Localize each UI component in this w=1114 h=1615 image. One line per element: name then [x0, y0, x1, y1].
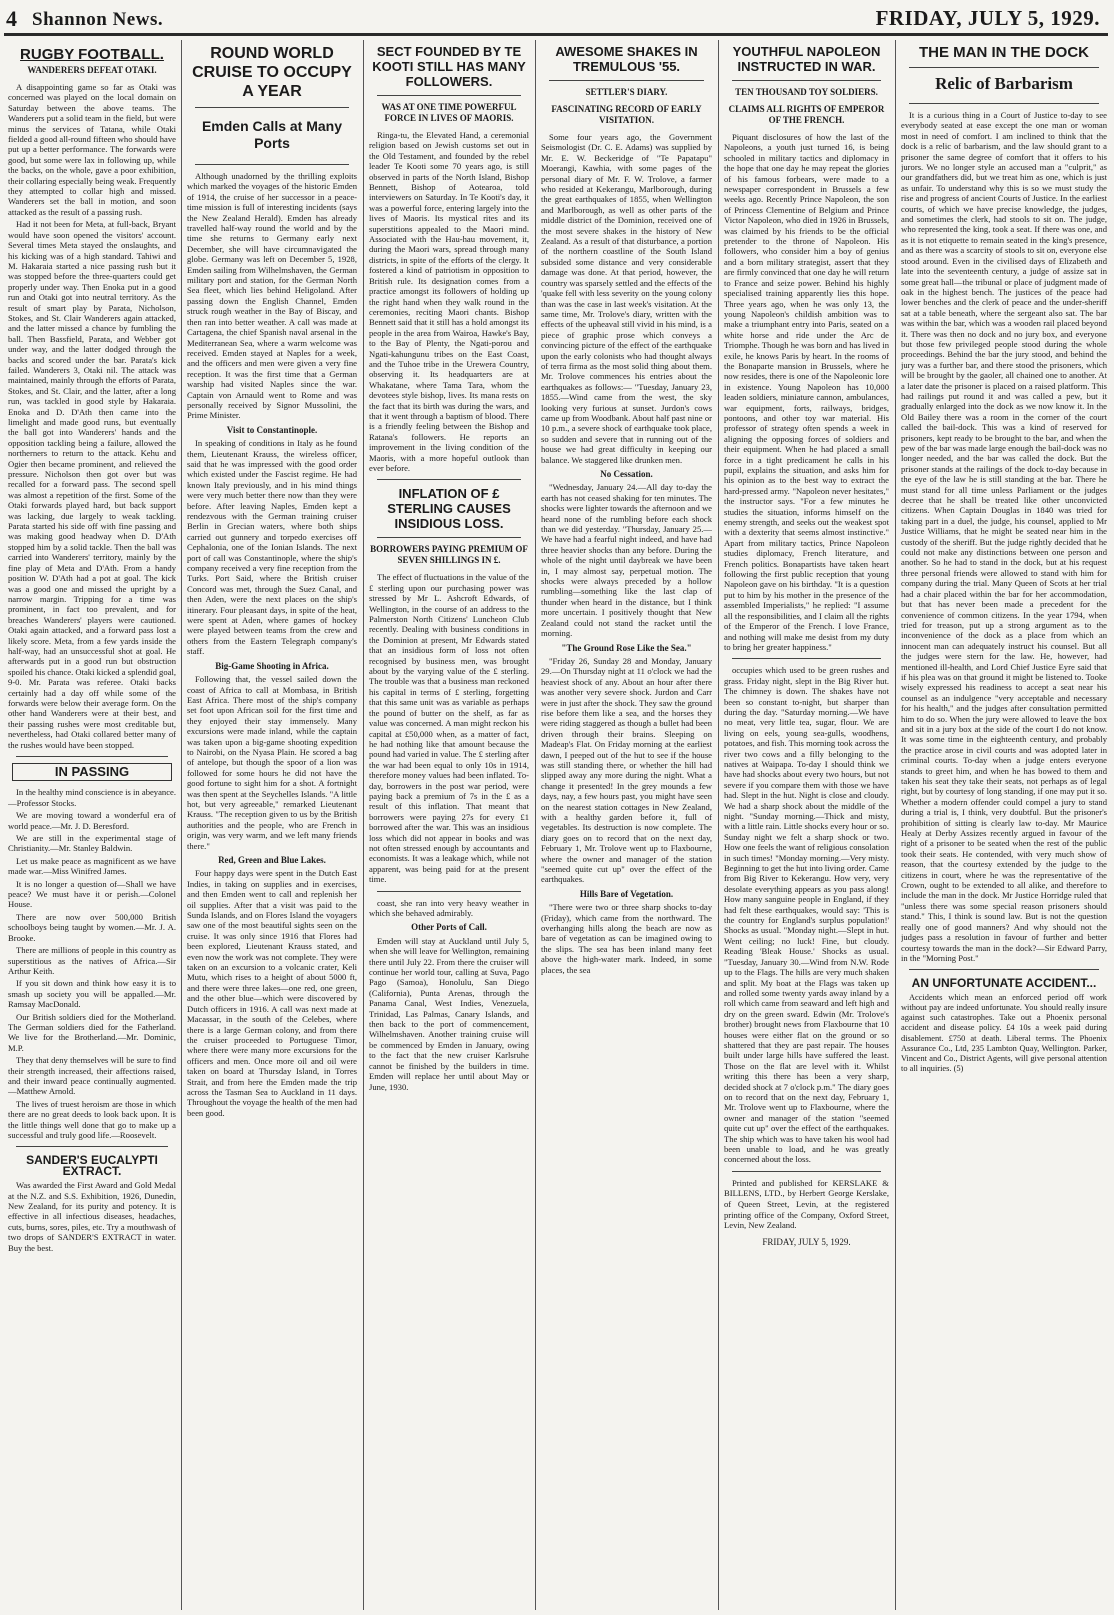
inflation-headline: INFLATION OF £ STERLING CAUSES INSIDIOUS LOSS.: [387, 486, 511, 532]
column-rule: [718, 40, 719, 1610]
quote: We are moving toward a wonderful era of world peace.—Mr. J. D. Beresford.: [8, 810, 176, 831]
ad-title: AN UNFORTUNATE ACCIDENT...: [911, 976, 1097, 991]
divider: [549, 80, 704, 81]
ad-title: SANDER'S EUCALYPTI EXTRACT.: [26, 1153, 158, 1178]
napoleon-subhead-2: CLAIMS ALL RIGHTS OF EMPEROR OF THE FRENCH.: [728, 104, 885, 125]
sect-subhead: WAS AT ONE TIME POWERFUL FORCE IN LIVES OF MAORIS.: [381, 102, 517, 123]
in-passing-title: IN PASSING: [12, 763, 172, 781]
cruise-subheadline: Emden Calls at Many Ports: [201, 118, 343, 151]
imprint-date: FRIDAY, JULY 5, 1929.: [762, 1236, 851, 1247]
quote: There are now over 500,000 British schoolboys being taught by women.—Mr. J. A. Brooke.: [8, 911, 176, 943]
ad-text: Accidents which mean an enforced period off work without pay are indeed unfortunate. You should really insure against such catastrophes. Take out a Phoenix personal accident and disease policy. £4 10s a week paid during disablement. £750 at death. Liberal terms. The Phoenix Assurance Co., Ltd, 235 Lambton Quay, Wellington. Parker, Vincent and Co., District Agents, will give personal attention to all inquiries. (5): [901, 992, 1107, 1074]
sect-headline: SECT FOUNDED BY TE KOOTI STILL HAS MANY FOLLOWERS.: [372, 44, 526, 89]
masthead-rule: [4, 33, 1108, 36]
napoleon-subhead: TEN THOUSAND TOY SOLDIERS.: [735, 87, 878, 97]
quote: They that deny themselves will be sure to find their strength increased, their affections raised, and their inward peace continually augmented.—Matthew Arnold.: [8, 1055, 176, 1097]
shakes-body: "There were two or three sharp shocks to-day (Friday), which came from the northward. The overhanging hills along the beach are now as bare of vegetation as can be imagined owing to the slips. The sea has been inland many feet above the high-water mark. Indeed, in some places, the sea: [541, 902, 712, 975]
column-rule: [181, 40, 182, 1610]
dock-body: It is a curious thing in a Court of Justice to-day to see everybody seated at ease except the one man or woman most in need of comfort. I am inclined to think that the dock is a relic of barbarism, and the law should grant to a prisoner the same degree of comfort that it offers to his jurors. We no longer style an accused man a "culprit," as our grandfathers did, but we treat him as one, which is just as unfair. To understand why this is so we must study the rise and progress of ancient Courts of Justice. In the earliest courts, of which we have precise knowledge, the judges, and sometimes the clerk, had stools to sit on. The judge, who represented the king, took a seat. If there was one, and as it is not etiquette to remain seated in the king's presence, and as there was a scarcity of stools to sit on, everyone else stood around. Even in the civilised days of Elizabeth and late into the seventeenth century, a judge of assize sat in some great hall—the tribunal or place of judgment made of oak in the highest bench. The justices of the peace had lower benches and the clerk of peace and the under-sheriff sat at a table beneath, where the sergeant also sat. The bar was within the bar, which was a wooden rail placed beyond it. There was then no dock and no jury box, and everyone but those few privileged people stood during the whole proceedings. Behind the bar the jury stood, and behind the jury was a further bar, and there stood the prisoners, which will be brought by the gaoler, all chained one to another. At a later date the prisoner is placed on a raised platform. This had railings put round it and was called a pew, but it gradually enlarged into the dock as we now know it. In the Old Bailey there was a room in the corner of the court called the bail-dock. This was a kind of reserved for prisoners, kept ready to be brought to the bar, and when the pew of the bar was made large enough the bail-dock was no longer needed, and the bar was called the dock. But the prisoner stands at the railings of the dock to-day because in the eye of the law he is still standing at the bar. There he must stand for all time unless Parliament or the judges decree that he shall be treated like other unconvicted citizens. When Captain Douglas in 1840 was tried for taking part in a duel, the judge, his counsel, applied to Mr Justice Williams, that he might be seated near him in the custody of the sheriff. But the judge rightly decided that he could not make any distinctions between one person and another. So he had to stand in the dock, but at his request three personal friends were allowed to stand with him for company during the trial. Many Queen of Scots at her trial had a chair placed within the bar for her accommodation, but that has never been made a precedent for the convenience of common citizens. In the year 1794, when tried for treason, put up a strong argument as to the inconvenience of the dock as a place from which an innocent man can adequately instruct his counsel. But all the judges were stern for the law. He, however, had mentioned ill-health, and Lord Chief Justice Eyre said that if his plea was on that ground it might be listened to. Tooke wisely expressed his readiness to accept a seat near his counsel as an indulgence "very acceptable and necessary for his health," and the judges after consultation permitted him to do so. When the jury were allowed to leave the box and sit in a jury box at the side of the court I do not know. It was some time in the eighteenth century, and probably the practice arose in civil courts and was adopted later in criminal courts. To-day when a judge enters everyone stands to greet him, and when he has bowed to them and taken his seat they take their seats, not perhaps as of legal right, but by courtesy of long standing, if one may put it so. Whether a modern offender could compel a jury to stand during a trial is, I think, very doubtful. But the prisoner's prohibition of sitting is clearly law to-day. Mr Maurice Healy at Derby Assizes recently argued in favour of the right of a prisoner to be seated when the rest of the public took their seats. He contended, with very much show of reason, that the courtesy extended by the judge to the citizens in court, where he was the representative of the Crown, ought to be extended to all alike, and therefore to include the man in the dock. Mr Justice Horridge ruled that "unless there was some special reason prisoners should stand." This, I think is sound law. But is not the question really one of good manners? And why should not the judges pass a resolution in favour of further and better courtesy towards the man in the dock?—Sir Edward Parry, in the "Morning Post.": [901, 110, 1107, 963]
divider: [195, 164, 349, 165]
crosshead: Hills Bare of Vegetation.: [579, 888, 674, 899]
paper-name: Shannon News.: [32, 9, 164, 30]
shakes-subhead: SETTLER'S DIARY.: [585, 87, 668, 97]
cruise-body: In speaking of conditions in Italy as he found them, Lieutenant Krauss, the wireless officer, said that he was impressed with the good order which existed under the Fascist regime. He had known Italy previously, and in his mind things were very much better there now than they were before. After leaving Naples, Emden kept a rendezvous with the German training cruiser Berlin in Grecian waters, where both ships carried out gunnery and torpedo exercises off Cephalonia, one of the Ionian Islands. The next port of call was Constantinople, where the ship's company received a very fine reception from the Turks. Port Said, where the British cruiser Concord was met, through the Suez Canal, and then Aden, were the next places on the ship's itinerary. Four pleasant days, in spite of the heat, were spent at Aden, where games of hockey were played between teams from the crew and others from the Eastern Telegraph company's staff.: [187, 438, 357, 657]
dock-subheadline: Relic of Barbarism: [935, 74, 1073, 93]
shakes-continued: occupies which used to be green rushes and grass. Friday night, slept in the Big River hut. The chimney is down. The shakes have not been so constant to-night, but sharper than during the day. "Saturday morning.—We have no meat, very little tea, sugar, flour. We are living on eels, young sea-gulls, woodhens, potatoes, and fish. This morning took across the river two cows and a filly belonging to the natives at Waipapa. To-day I should think we have had shocks about every two hours, but not severe if you compare them with those we have had. Slept in the hut. Night is close and cloudy. We had a sharp shock about the middle of the night. "Sunday morning.—Thick and misty, with a little rain. Little shocks every hour or so. Sunday night we felt a sharp shock or two. How one feels the want of religious consolation in such times! "Monday morning.—Very misty. Beginning to get the hut into living order. Came from Big River to Kekerangu. How very, very desolate everything appears as you pass along! How many sanguine people in England, if they had felt these earthquakes, would say: 'This is the country for England's surplus population!' Shocks as usual. "Monday night.—Slept in hut. Went ceiling; no luck! Fine, but cloudy. Reading 'Bleak House.' Shocks as usual. "Tuesday, January 30.—Wind from N.W. Rode up to the Flags. The hills are very much shaken and split. My boat at the Flags was taken up and rolled some twenty yards away inland by a roll which came from seaward and left high and dry on the green sward. Edwin (Mr. Trolove's brother) brought news from Flaxbourne that 10 houses were either flat on the ground or so shattered that they are past repair. The houses built under large hills have suffered the least. Those on the flat are level with it. Whilst writing this there has been a very sharp, decided shock at 7 o'clock p.m." The diary goes on to record that on the next day, February 1, Mr. Trolove went up to Flaxbourne, where the owner and manager of the station "seemed quite cut up" over the effect of the earthquakes. The ship which was to have taken his wool had been unable to load, and he was greatly concerned about the loss.: [724, 665, 889, 1165]
divider: [377, 479, 521, 480]
divider: [377, 537, 521, 538]
quote: If you sit down and think how easy it is to smash up society you will be appalled.—Mr. Ramsay MacDonald.: [8, 978, 176, 1010]
issue-date: FRIDAY, JULY 5, 1929.: [875, 6, 1100, 30]
rugby-lead: A disappointing game so far as Otaki was concerned was played on the local domain on Saturday between the above teams. The Wanderers put a solid team in the field, but were minus the services of Tatana, while Otaki fielded a good all-round fifteen who should have put up a better performance. The forwards were good, but some were lax in following up, while the backs, on the whole, gave a poor exhibition, their collaring especially being weak. Frequently they attempted to collar high and missed. Wanderers set the ball in motion, and soon attacked as the result of a passing rush.: [8, 82, 176, 217]
inflation-body: The effect of fluctuations in the value of the £ sterling upon our purchasing power was stressed by Mr L. Ashcroft Edwards, of Wellington, in the course of an address to the Palmerston North Citizens' Luncheon Club recently. Dealing with business conditions in the Dominion at present, Mr Edwards stated that an insidious form of loss not often recognised by business men, was brought about by the varying value of the £ sterling. The trouble was that a business man reckoned his capital in terms of £ sterling, forgetting that this same unit was as variable as perhaps the pound of butter on the shelf, as far as value was concerned. A man might reckon his capital at £50,000 when, as a matter of fact, he had nothing like that amount because the pound had varied in value. The £ sterling after the war had been equal to only 10s in 1914, therefore money values had been inflated. To-day, borrowers in the post war period, were paying back a premium of 7s in the £ as a result of this inflation. That meant that borrowers were paying 27s for every £1 borrowed after the war. This was an insidious loss which did not appear in books and was not often stressed enough by accountants and economists. It was a leakage which, while not apparent, was being paid for at the present time.: [369, 572, 529, 885]
cruise-body: Four happy days were spent in the Dutch East Indies, in taking on supplies and in exercises, and then Emden went to call and replenish her oil supplies. After that a visit was paid to the Sunda Islands, and on Flores Island the voyagers saw one of the most beautiful sights seen on the cruise. It was only since 1916 that Flores had been explored, Lieutenant Krauss stated, and even now the work was not complete. They were taken on an excursion to a volcanic crater, Keli Mutu, which rises to a height of about 5000 ft, and there were three lakes—one red, one green, and the other blue—which were discovered by Dutch officers in 1916. A call was next made at Macassar, in the south of the Celebes, where there is a large German colony, and from there the cruiser proceeded to Portuguese Timor, where there were many more excursions for the officers and men. Once more oil and oil were taken on board at Thursday Island, in Torres Strait, and from here the Emden made the trip across the Tasman Sea to Auckland in 11 days. Throughout the voyage the health of the men had been good.: [187, 868, 357, 1118]
crosshead: Red, Green and Blue Lakes.: [218, 855, 326, 865]
column-rule: [895, 40, 896, 1610]
crosshead: "The Ground Rose Like the Sea.": [561, 642, 692, 653]
rugby-body: Had it not been for Meta, at full-back, Bryant would have soon opened the visitors' account. Several times Meta stayed the onslaughts, and his kicking was of a high standard. Tahiwi and M. Hakaraia started a nice passing rush but it was stopped before the three-quarters could get properly under way. Then Enoka put in a good run and Otaki got into neutral territory. As the result of smart play by Parata, Nicholson, Stokes, and St. Clair Wanderers again attacked, and the latter missed a chance by fumbling the ball. Then Bassfield, Parata, and Webber got under way, and the latter dodged through the backs and scored under the bar. Parata's kick failed. Wanderers 3, Otaki nil. The attack was maintained, mainly through the efforts of Parata, Stokes, and St. Clair, and the latter, after a long run, was tackled in good style by Hakaraia. Enoka and D. D'Ath then came into the limelight and made good runs, but eventually the ball got into Wanderers' hands and the opposition tackling being a failure, allowed the northerners to return to the attack. Kehu and Ogier then became prominent, and relieved the pressure. Nicholson then got over but was recalled for a forward pass. The second spell was almost a repetition of the first. Some of the Otaki forwards played hard, but back support was lacking, due largely to weak tackling. Parata started his side off with fine passing and was making good headway when D. D'Ath stopped him by a solid tackle. Then the ball was carried into Wanderers' territory, mainly by the fine play of Meta and D'Ath. From a handy position W. D'Ath had a pot at goal. The kick was a good one and missed the upright by a narrow margin. Tripping for a time was prominent, in fact too prevalent, and for breaches Wanderers' players were cautioned. Otaki again attacked, and a forward pass lost a likely score. Meta, from a few yards inside the half-way, had an unsuccessful shot at goal. He afterwards put in a good run but obstruction spoiled his chance. Otaki kicked a splendid goal, 9-0. Mr. Parata was referee. Otaki backs certainly had a day off while some of the forwards were below their average form. On the other hand Wanderers were at their best, and their passing rushes were most creditable but, nevertheless, had Otaki collared better many of the rushes would have been stopped.: [8, 219, 176, 750]
divider: [16, 1146, 168, 1147]
cruise-continued: coast, she ran into very heavy weather in which she behaved admirably.: [369, 897, 529, 918]
shakes-body: "Wednesday, January 24.—All day to-day the earth has not ceased shaking for ten minutes. The shocks were lighter towards the afternoon and we heard none of the rumbling before each shock than we did yesterday. "Thursday, January 25.—We have had a fearful night indeed, and have had three heavier shocks than any before. During the whole of the night until daybreak we have been in, I may almost say, perpetual motion. The shocks were always preceded by a hollow rumbling—something like the last clap of thunder when heard in the distance, but I think more uncertain. I positively thought that New Zealand could not stand the racket until the morning.: [541, 482, 712, 639]
shakes-subhead-2: FASCINATING RECORD OF EARLY VISITATION.: [551, 104, 702, 125]
divider: [16, 756, 168, 757]
cruise-continued-body: Emden will stay at Auckland until July 5, when she will leave for Wellington, remaining there until July 22. From there the cruiser will continue her world tour, calling at Suva, Pago Pago (Samoa), Honolulu, San Diego (California), Punta Arenas, through the Panama Canal, West Indies, Venezuela, Trinidad, Las Palmas, Canary Islands, and then back to the port of commencement, Wilhelmshaven. Another training cruise will be commenced by Emden in January, owing to the fact that the new cruiser Karlsruhe cannot be finished by the builders in time. Emden will replace her until about May or June, 1930.: [369, 935, 529, 1092]
column-3: [369, 40, 529, 1610]
quote: Let us make peace as magnificent as we have made war.—Miss Winifred James.: [8, 855, 176, 877]
crosshead: No Cessation.: [600, 469, 653, 479]
column-6: [901, 40, 1107, 1610]
rugby-subhead: WANDERERS DEFEAT OTAKI.: [27, 65, 157, 75]
divider: [909, 67, 1099, 68]
divider: [909, 103, 1099, 104]
shakes-body: "Friday 26, Sunday 28 and Monday, January 29.—On Thursday night at 11 o'clock we had the heaviest shock of any. About an hour after there was another very severe shock. Jurdon and Carr were in just after the shock. They saw the ground rise before them like a sea, and the horses they were riding staggered as though a bullet had been driven through their brains. Sleeping on Madeap's Flat. On Friday morning at the earliest dawn, I peeped out of the hut to see if the house was still standing there, or whether the hill had slipped away any more during the night. What a change it presented! In the grey mounds a few days, nay, a few hours past, you might have seen on the nearest station cottages in New Zealand, with a healthy garden before it, full of vegetables. Its destruction is now complete. The diary goes on to record that on the next day, February 1, Mr. Trolove went up to Flaxbourne, where the owner and manager of the station "seemed quite cut up" over the effect of the earthquakes.: [541, 655, 712, 885]
cruise-body: Following that, the vessel sailed down the coast of Africa to call at Mombasa, in British East Africa. There most of the ship's company set foot upon African soil for the first time and they enjoyed their stay immensely. Many excursions were made inland, while the captain was taken upon a big-game shooting expedition to Nairobi, on the Nyasa Plain. He scored a bag of antelope, but though the spoor of a lion was followed for some hours he did not have the good fortune to sight him for a shot. A fortnight was then spent at the Seychelles Islands. "A little hot, but very agreeable," remarked Lieutenant Krauss. "The reception given to us by the British authorities and the people, who are French in origin, was very warm, and we left many friends there.": [187, 674, 357, 851]
divider: [732, 658, 881, 659]
column-rule: [535, 40, 536, 1610]
quote: The lives of truest heroism are those in which there are no great deeds to look back upon. It is the little things well done that go to make up a successful and truly good life.—Roosevelt.: [8, 1098, 176, 1140]
column-rule: [363, 40, 364, 1610]
cruise-body: Although unadorned by the thrilling exploits which marked the voyages of the historic Emden of 1914, the cruise of her successor in a peace-time mission is full of interesting incidents (says the New Zealand Herald). Emden has already travelled half-way round the world and by the time she returns to Germany early next December, she will have circumnavigated the globe. Germany was left on December 5, 1928, Emden sailing from Wilhelmshaven, the German military port and station, for the German North Sea fleet, which lies behind Heligoland. After passing down the English Channel, Emden struck rough weather in the Bay of Biscay, and then ran into better weather. A call was made at Cartagena, the chief Spanish naval arsenal in the Mediterranean Sea, where a warm welcome was received. Emden stayed at Naples for a week, and the officers and men were given a very fine reception. It was the first time that a German warship had visited Naples since the war. Captain von Arnauld went to Rome and was personally received by Signor Mussolini, the Prime Minister.: [187, 171, 357, 421]
divider: [732, 80, 881, 81]
cruise-headline: ROUND WORLD CRUISE TO OCCUPY A YEAR: [192, 45, 352, 100]
divider: [195, 107, 349, 108]
shakes-headline: AWESOME SHAKES IN TREMULOUS '55.: [555, 44, 698, 74]
shakes-body: Some four years ago, the Government Seismologist (Dr. C. E. Adams) was supplied by Mr. E. W. Beckeridge of "Te Papatapu" Moerangi, Kawhia, with some pages of the personal diary of Mr. F. W. Trolove, a farmer who resided at Kekerangu, Marlborough, during the great earthquakes of 1855, when Wellington and Marlborough, as well as other parts of the middle district of the Dominion, received one of the most severe shakes in the history of New Zealand. As a result of that disturbance, a portion of the northern coastline of the South Island subsided some distance and very considerable damage was done. At that period, however, the country was sparsely settled and the effects of the 'quake fell with less severity on the young colony than was the case in last week's visitation. At the same time, Mr. Trolove's diary, written with the effects of the upheaval still vivid in his mind, is a piece of graphic prose which conveys a convincing picture of the effect of the earthquake upon the early colonists who had thought always of terra firma as the most solid thing about them. Mr. Trolove commences his entries about the earthquakes as follows:— "Tuesday, January 23, 1855.—Wind came from the west, the sky looking very furious at sunset. Jurdon's cows came up from Woodbank. About half past nine or 10 p.m., a severe shock of earthquake took place, so sudden and severe that in running out of the house we had great difficulty in keeping our balance. We staggered like drunken men.: [541, 132, 712, 465]
sect-body: Ringa-tu, the Elevated Hand, a ceremonial religion based on Jewish customs set out in the Old Testament, and founded by the rebel leader Te Kooti some 70 years ago, is still observed in parts of the North Island, Bishop Bennett, Bishop of Aotearoa, told interviewers on Saturday. In Te Kooti's day, it was a powerful force, entering largely into the lives of Maoris. Its mystical rites and its superstitions appealed to the Maori mind. Associated with the Hau-hau movement, it, during the Maori wars, spread through many districts, in spite of the efforts of the clergy. It fostered a kind of patriotism in opposition to British rule. Its designation comes from a practice amongst its followers of holding up the right hand when they walk round in the ceremonies, reciting Maori chants. Bishop Bennett said that it still has a hold amongst its people in the area from Wairoa, Hawke's Bay, to the Bay of Plenty, the Ngati-porou and Ngati-kahungunu tribes on the East Coast, and the Tuhoe tribe in the Urewera Country, observing it. Its headquarters are at Whakatane, where Tama Tara, whom the devotees style bishop, lives. Its mana rests on the fact that its birth was during the wars, and that it went through a baptism of blood. There is a friendly feeling between the Bishop and Ratana's followers. He reports an improvement in the living condition of the Maoris, with a more hopeful outlook than ever before.: [369, 130, 529, 473]
divider: [377, 891, 521, 892]
column-5: [724, 40, 889, 1610]
divider: [732, 1171, 881, 1172]
page-number: 4: [6, 6, 17, 31]
inflation-subhead: BORROWERS PAYING PREMIUM OF SEVEN SHILLINGS IN £.: [370, 544, 528, 566]
rugby-headline: RUGBY FOOTBALL.: [20, 46, 164, 63]
quote: Our British soldiers died for the Motherland. The German soldiers died for the Fatherland. We live for the Brotherland.—Mr. Dominic, M.P.: [8, 1011, 176, 1053]
quote: It is no longer a question of—Shall we have peace? We must have it or perish.—Colonel House.: [8, 878, 176, 910]
napoleon-headline: YOUTHFUL NAPOLEON INSTRUCTED IN WAR.: [732, 44, 881, 74]
column-2: [187, 40, 357, 1610]
divider: [909, 969, 1099, 970]
column-4: [541, 40, 712, 1610]
crosshead: Big-Game Shooting in Africa.: [215, 660, 329, 671]
column-1: [8, 40, 176, 1610]
napoleon-body: Piquant disclosures of how the last of the Napoleons, a youth just turned 16, is being schooled in military tactics and diplomacy in the hope that one day he may repeat the glories of his famous forbears, were made to a newspaper correspondent in Brussels a few weeks ago. Recently Prince Napoleon, the son of Princess Clementine of Belgium and Prince Victor Napoleon, who died in 1926 in Brussels, was claimed by his friends to be the official pretender to the throne of Napoleon. His followers, who consider him a boy of genius and a born military strategist, assert that they are firmly convinced that one day he will return to France and seize power. Behind his highly specialised training apparently lies this hope. Three years ago, when he was only 13, the young Napoleon's childish ambition was to make a triumphant entry into Paris, seated on a white horse and ride under the Arc de Triomphe. Though he was born and has lived in exile, he knows Paris by heart. In the rooms of the Bonaparte mansion in Brussels, where he now resides, there is one of the Napoleonic lore in existence. Young Napoleon has 10,000 leaden soldiers, miniature cannon, ambulances, war equipment, forts, railways, bridges, pontoons, and other toy war material. His professor of strategy often spends a week in aligning the opposing forces of soldiers and their equipment. When he had placed a small force in a tight predicament he calls in his pupil, explains the situation, and asks him for his opinion as to the best way to extract the hard-pressed army. "Napoleon never hesitates," the instructor says. "For a few minutes he studies the situation, informs himself on the enemy strength, and seeks out the weakest spot with a dexterity that seems almost instinctive." Apart from military tactics, Prince Napoleon studies diplomacy, French literature, and French politics. Bonapartists have taken heart following the first public reception that young Napoleon gave on his birthday. "It is a question put to him by his mother in the presence of the assembled Imperialists," he replied: "I assume all the responsibilities, and I claim all the rights of the Emperor of the French. I love France, and nothing will make me desist from my duty to bring her greater happiness.": [724, 132, 889, 652]
dock-headline: THE MAN IN THE DOCK: [919, 44, 1089, 61]
crosshead: Other Ports of Call.: [411, 922, 487, 933]
crosshead: Visit to Constantinople.: [226, 424, 318, 435]
quote: We are still in the experimental stage of Christianity.—Mr. Stanley Baldwin.: [8, 833, 176, 854]
ad-text: Was awarded the First Award and Gold Medal at the N.Z. and S.S. Exhibition, 1926, Dunedin, New Zealand, for its purity and potency. It is effective in all infectious diseases, headaches, cuts, burns, sores, piles, etc. Try a mouthwash of two drops of SANDER'S EXTRACT in water. Buy the best.: [8, 1180, 176, 1253]
quote: There are millions of people in this country as superstitious as the natives of Africa.—Sir Arthur Keith.: [8, 945, 176, 976]
imprint: Printed and published for KERSLAKE & BILLENS, LTD., by Herbert George Kerslake, of Queen Street, Levin, at the registered printing office of the Company, Oxford Street, Levin, New Zealand.: [724, 1177, 889, 1231]
quote: In the healthy mind conscience is in abeyance.—Professor Stocks.: [8, 787, 176, 808]
divider: [377, 95, 521, 96]
